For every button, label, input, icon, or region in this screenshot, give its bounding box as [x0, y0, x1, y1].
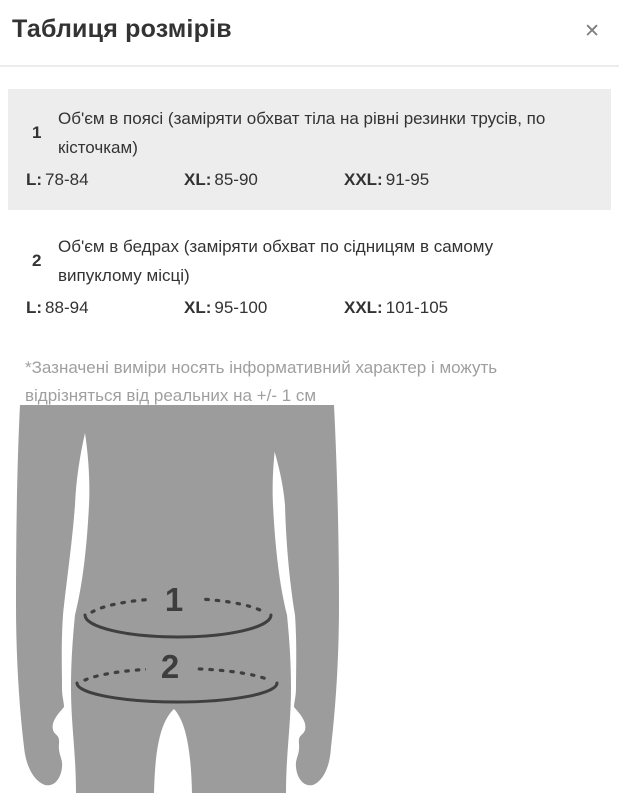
modal-header: [0, 0, 619, 44]
size-label: XXL:: [344, 170, 383, 189]
measurement-number: 2: [32, 251, 42, 270]
size-value: 78-84: [45, 170, 89, 189]
size-item-xl: [184, 295, 344, 321]
size-value: 85-90: [214, 170, 258, 189]
size-label: L:: [26, 170, 43, 189]
measurement-section-hips: [8, 220, 611, 338]
size-value: 101-105: [385, 298, 449, 317]
size-item-l: [26, 167, 184, 193]
close-icon[interactable]: ✕: [584, 21, 600, 42]
measurement-description: Об'єм в поясі (заміряти обхват тіла на рівні резинки трусів, по кісточкам): [58, 109, 546, 157]
body-silhouette-svg: [8, 405, 345, 795]
size-item-xl: [184, 167, 344, 193]
modal-title: Таблиця розмірів: [12, 15, 232, 43]
size-label: XXL:: [344, 298, 383, 317]
size-value: 91-95: [385, 170, 430, 189]
size-item-xxl: [344, 295, 448, 321]
sizes-row: [26, 295, 595, 321]
waist-number-label: 1: [164, 581, 184, 618]
size-value: 95-100: [214, 298, 268, 317]
body-figure: [8, 405, 345, 795]
header-divider: [0, 65, 619, 67]
size-label: XL:: [184, 170, 212, 189]
hip-number-label: 2: [160, 648, 180, 685]
measurement-description: Об'єм в бедрах (заміряти обхват по сідницям в самому випуклому місці): [58, 237, 494, 285]
size-value: 88-94: [45, 298, 89, 317]
size-item-xxl: [344, 167, 429, 193]
measurement-section-waist: [8, 89, 611, 210]
sizes-row: [26, 167, 595, 193]
measurement-note: *Зазначені виміри носять інформативний характер і можуть відрізняться від реальних на +/- 1 см: [25, 358, 498, 405]
measurement-number: 1: [32, 123, 42, 142]
measurement-row: [26, 232, 595, 290]
size-item-l: [26, 295, 184, 321]
size-label: XL:: [184, 298, 212, 317]
measurement-row: [26, 104, 595, 162]
size-label: L:: [26, 298, 43, 317]
